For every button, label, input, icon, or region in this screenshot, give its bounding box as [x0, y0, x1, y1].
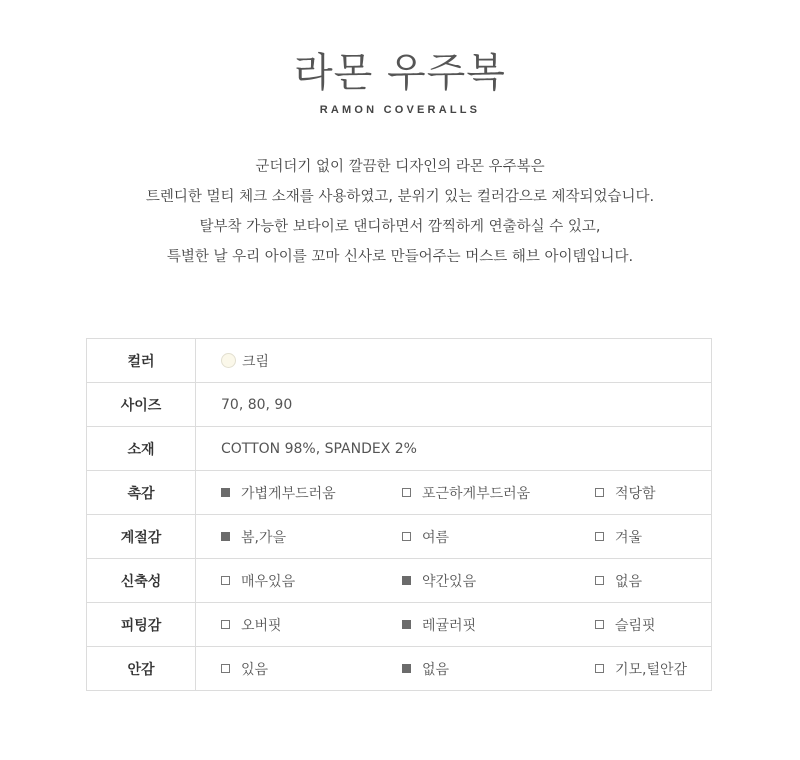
checked-box-icon: [221, 488, 230, 497]
option-label: 있음: [241, 661, 269, 678]
description-line: 트렌디한 멀티 체크 소재를 사용하였고, 분위기 있는 컬러감으로 제작되었습니다.: [145, 189, 655, 205]
option-item: [595, 527, 642, 547]
color-value: 크림: [242, 353, 270, 370]
unchecked-box-icon: [595, 532, 604, 541]
unchecked-box-icon: [402, 532, 411, 541]
description-line: 탈부착 가능한 보타이로 댄디하면서 깜찍하게 연출하실 수 있고,: [199, 219, 601, 235]
checked-box-icon: [402, 664, 411, 673]
option-label: 여름: [422, 529, 450, 546]
color-swatch-icon: [221, 353, 236, 368]
option-label: 오버핏: [241, 617, 282, 634]
option-label: 봄,가을: [241, 529, 287, 546]
option-item: [402, 483, 595, 503]
product-title: 라몬 우주복: [294, 50, 506, 96]
option-group: [221, 483, 711, 503]
product-subtitle: RAMON COVERALLS: [319, 104, 481, 116]
spec-label: 신축성: [87, 559, 196, 603]
option-group: [221, 659, 711, 679]
option-item: [402, 659, 595, 679]
unchecked-box-icon: [595, 664, 604, 673]
spec-row-option: [87, 647, 712, 691]
option-label: 적당함: [615, 485, 656, 502]
spec-value-cell: [196, 339, 712, 383]
description-line: 군더더기 없이 깔끔한 디자인의 라몬 우주복은: [255, 159, 545, 175]
material-value: COTTON 98%, SPANDEX 2%: [196, 427, 712, 471]
spec-row-size: [87, 383, 712, 427]
spec-label: 소재: [87, 427, 196, 471]
spec-options-cell: [196, 471, 712, 515]
unchecked-box-icon: [221, 664, 230, 673]
option-item: [402, 571, 595, 591]
option-item: [595, 571, 642, 591]
unchecked-box-icon: [221, 576, 230, 585]
option-label: 슬림핏: [615, 617, 656, 634]
spec-row-option: [87, 515, 712, 559]
spec-options-cell: [196, 559, 712, 603]
unchecked-box-icon: [221, 620, 230, 629]
checked-box-icon: [402, 620, 411, 629]
spec-row-option: [87, 559, 712, 603]
option-item: [595, 615, 656, 635]
option-group: [221, 615, 711, 635]
option-label: 매우있음: [241, 573, 296, 590]
spec-row-material: [87, 427, 712, 471]
unchecked-box-icon: [595, 576, 604, 585]
spec-label: 계절감: [87, 515, 196, 559]
spec-options-cell: [196, 515, 712, 559]
option-item: [221, 483, 402, 503]
spec-label: 컬러: [87, 339, 196, 383]
option-item: [402, 527, 595, 547]
option-label: 없음: [422, 661, 450, 678]
size-value: 70, 80, 90: [196, 383, 712, 427]
option-item: [221, 571, 402, 591]
spec-label: 촉감: [87, 471, 196, 515]
option-item: [595, 659, 687, 679]
option-label: 가볍게부드러움: [241, 485, 336, 502]
unchecked-box-icon: [595, 488, 604, 497]
spec-row-color: [87, 339, 712, 383]
option-item: [595, 483, 656, 503]
option-item: [221, 659, 402, 679]
option-label: 포근하게부드러움: [422, 485, 531, 502]
option-label: 기모,털안감: [615, 661, 688, 678]
option-item: [221, 615, 402, 635]
option-label: 없음: [615, 573, 643, 590]
option-label: 약간있음: [422, 573, 477, 590]
product-description: [0, 152, 800, 272]
description-line: 특별한 날 우리 아이를 꼬마 신사로 만들어주는 머스트 해브 아이템입니다.: [166, 249, 634, 265]
option-group: [221, 571, 711, 591]
option-rows: [87, 471, 712, 691]
option-group: [221, 527, 711, 547]
spec-label: 안감: [87, 647, 196, 691]
option-label: 레귤러핏: [422, 617, 477, 634]
checked-box-icon: [402, 576, 411, 585]
spec-row-option: [87, 471, 712, 515]
header: [0, 46, 800, 116]
option-item: [402, 615, 595, 635]
spec-options-cell: [196, 647, 712, 691]
spec-label: 사이즈: [87, 383, 196, 427]
spec-options-cell: [196, 603, 712, 647]
checked-box-icon: [221, 532, 230, 541]
option-item: [221, 527, 402, 547]
unchecked-box-icon: [402, 488, 411, 497]
spec-label: 피팅감: [87, 603, 196, 647]
unchecked-box-icon: [595, 620, 604, 629]
spec-table: [86, 338, 712, 691]
spec-row-option: [87, 603, 712, 647]
option-label: 겨울: [615, 529, 643, 546]
